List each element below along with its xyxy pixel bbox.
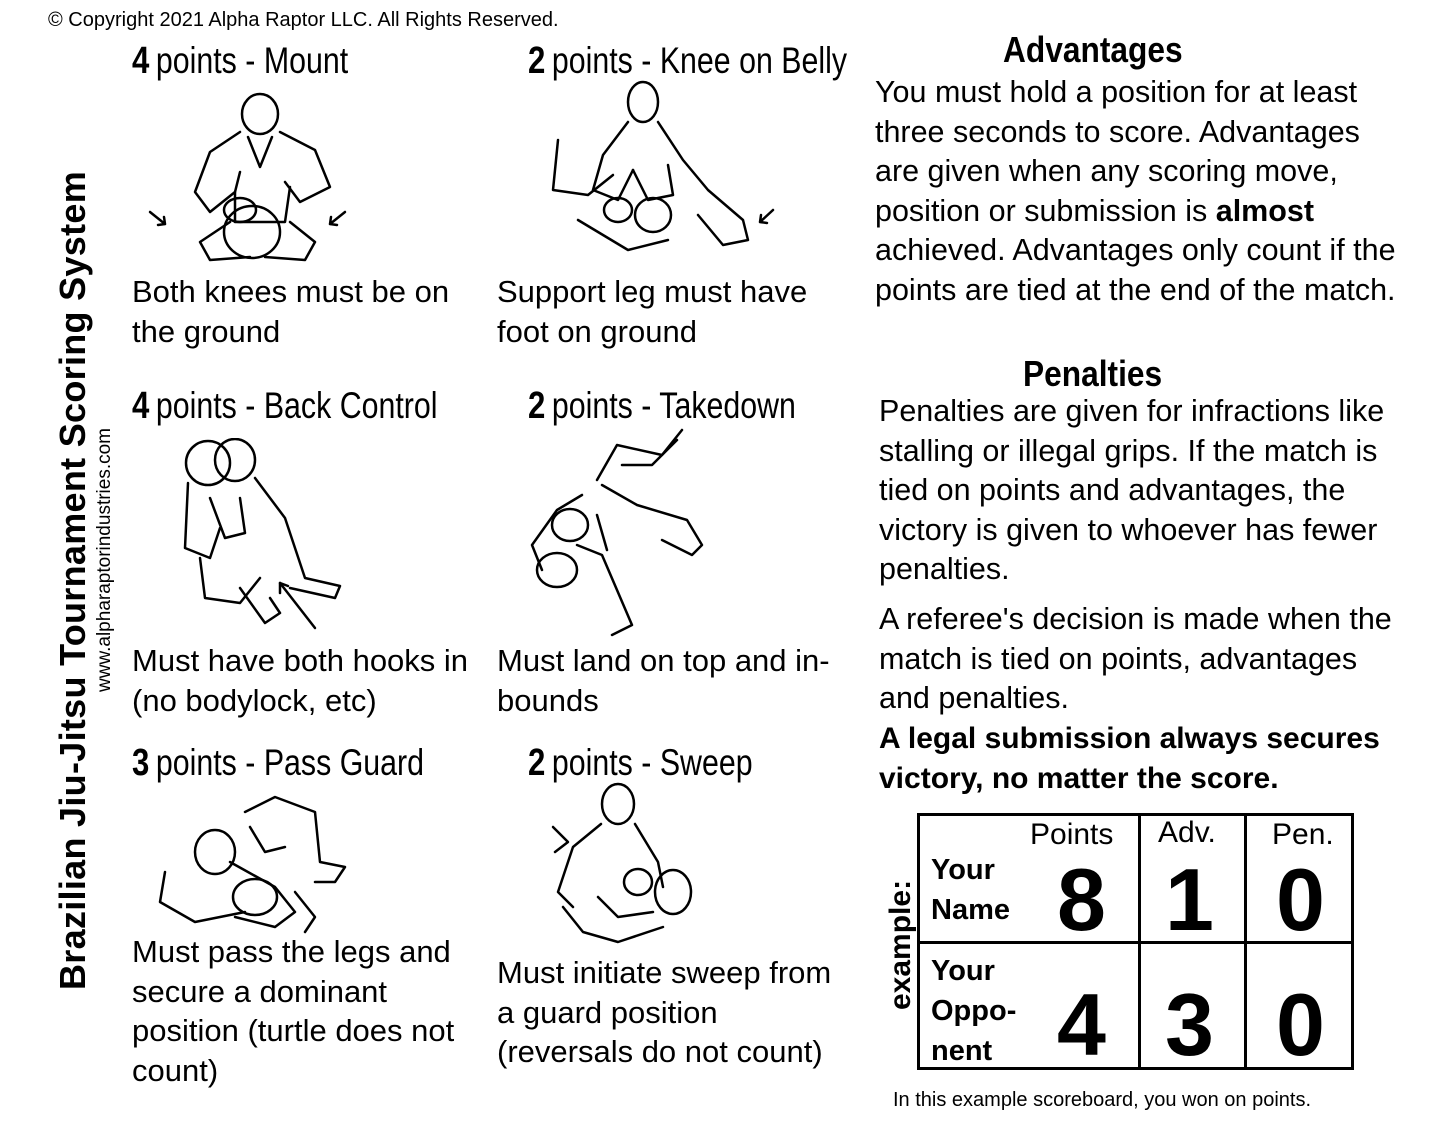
header-adv: Adv. xyxy=(1158,816,1216,849)
move-description-knee-on-belly: Support leg must have foot on ground xyxy=(497,274,808,349)
advantages-title: Advantages xyxy=(1003,29,1183,70)
header-points: Points xyxy=(1030,818,1114,851)
row2-name-line3: nent xyxy=(931,1035,993,1067)
move-heading-back-control xyxy=(132,385,438,428)
move-points: 2 xyxy=(528,385,546,427)
referee-text: A referee's decision is made when the match is tied on points, advantages and penalties. xyxy=(879,602,1392,715)
penalties-title: Penalties xyxy=(1023,353,1163,394)
row1-name xyxy=(931,850,1010,930)
move-label: points - Knee on Belly xyxy=(551,40,848,81)
advantages-text-part1: You must hold a position for at least three seconds to score. Advantages are given when any scoring move, position or submission is xyxy=(875,75,1360,228)
row2-pen: 0 xyxy=(1276,975,1325,1074)
sweep-illustration xyxy=(543,782,698,952)
move-label: points - Mount xyxy=(155,40,349,81)
advantages-bold-word: almost xyxy=(1215,193,1315,228)
side-title: Brazilian Jiu-Jitsu Tournament Scoring System xyxy=(52,171,93,990)
row2-name xyxy=(931,951,1016,1071)
row2-name-line1: Your xyxy=(931,955,995,987)
move-description-sweep: Must initiate sweep from a guard position (reversals do not count) xyxy=(497,955,832,1069)
back-control-illustration xyxy=(180,438,350,633)
move-description-back-control: Must have both hooks in (no bodylock, etc) xyxy=(132,643,469,718)
row1-name-line1: Your xyxy=(931,854,995,886)
move-heading-knee-on-belly xyxy=(528,40,847,83)
knee-on-belly-illustration xyxy=(548,80,788,255)
move-points: 2 xyxy=(528,742,546,784)
move-description-takedown: Must land on top and in-bounds xyxy=(497,643,830,718)
row1-adv: 1 xyxy=(1165,850,1214,949)
move-label: points - Back Control xyxy=(155,385,438,426)
scoreboard-caption: In this example scoreboard, you won on points. xyxy=(893,1089,1312,1111)
example-label: example: xyxy=(884,879,917,1010)
move-description-mount: Both knees must be on the ground xyxy=(132,274,450,349)
takedown-illustration xyxy=(522,425,712,640)
row2-name-line2: Oppo- xyxy=(931,995,1017,1027)
move-points: 3 xyxy=(132,742,150,784)
advantages-text-part2: achieved. Advantages only count if the points are tied at the end of the match. xyxy=(875,233,1396,307)
move-label: points - Sweep xyxy=(551,742,753,783)
advantages-text xyxy=(875,73,1410,310)
example-scoreboard xyxy=(917,813,1354,1074)
move-heading-mount xyxy=(132,40,348,83)
row1-name-line2: Name xyxy=(931,894,1010,926)
row1-points: 8 xyxy=(1057,850,1106,949)
side-url: www.alpharaptorindustries.com xyxy=(94,427,115,692)
move-description-pass-guard: Must pass the legs and secure a dominant position (turtle does not count) xyxy=(132,934,455,1088)
submission-text: A legal submission always secures victory, no matter the score. xyxy=(879,722,1380,795)
move-points: 2 xyxy=(528,40,546,82)
row2-points: 4 xyxy=(1057,975,1106,1074)
penalties-text: Penalties are given for infractions like stalling or illegal grips. If the match is tied on points and advantages, the victory is given to whoever has fewer penalties. xyxy=(879,394,1385,586)
row1-pen: 0 xyxy=(1276,850,1325,949)
move-points: 4 xyxy=(132,40,150,82)
move-heading-takedown xyxy=(528,385,796,428)
row2-adv: 3 xyxy=(1165,975,1214,1074)
move-label: points - Takedown xyxy=(551,385,796,426)
copyright-notice: © Copyright 2021 Alpha Raptor LLC. All Rights Reserved. xyxy=(48,9,559,31)
header-pen: Pen. xyxy=(1272,818,1334,851)
pass-guard-illustration xyxy=(155,792,350,942)
move-heading-pass-guard xyxy=(132,742,424,785)
move-points: 4 xyxy=(132,385,150,427)
move-label: points - Pass Guard xyxy=(155,742,425,783)
mount-illustration xyxy=(140,92,360,267)
move-heading-sweep xyxy=(528,742,753,785)
